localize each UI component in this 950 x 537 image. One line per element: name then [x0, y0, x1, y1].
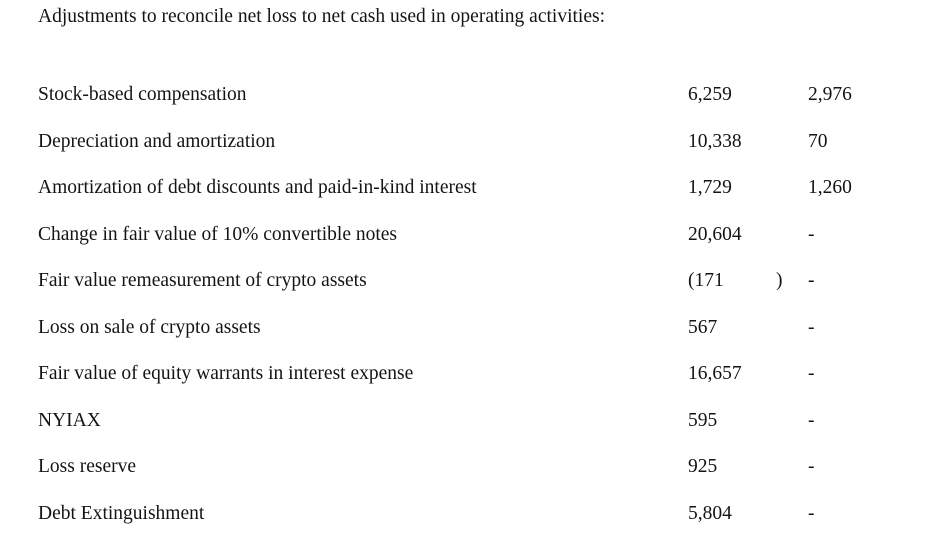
row-value-col1-text: 1,729 [688, 177, 732, 198]
row-label: Depreciation and amortization [38, 119, 688, 166]
row-value-col2: - [808, 444, 918, 491]
row-value-col2: 70 [808, 119, 918, 166]
row-value-col1 [688, 72, 808, 119]
row-value-col1-text: 10,338 [688, 131, 742, 152]
financial-table [38, 72, 918, 537]
row-value-col1 [688, 398, 808, 445]
financial-table-body [38, 72, 918, 537]
table-row [38, 305, 918, 352]
row-label: Fair value of equity warrants in interest expense [38, 351, 688, 398]
row-value-col1 [688, 212, 808, 259]
row-label: Loss reserve [38, 444, 688, 491]
row-value-col1 [688, 165, 808, 212]
row-value-col2: - [808, 258, 918, 305]
row-value-col1-paren: ) [776, 258, 783, 305]
row-value-col1-text: (171 [688, 270, 724, 291]
table-row [38, 444, 918, 491]
row-value-col1 [688, 444, 808, 491]
table-row [38, 119, 918, 166]
row-value-col1-text: 595 [688, 410, 717, 431]
row-value-col1 [688, 491, 808, 537]
row-value-col1 [688, 258, 808, 305]
row-value-col1-text: 925 [688, 456, 717, 477]
row-value-col2: - [808, 305, 918, 352]
row-value-col1 [688, 351, 808, 398]
table-row [38, 258, 918, 305]
row-value-col2: 1,260 [808, 165, 918, 212]
table-row [38, 212, 918, 259]
row-label: Stock-based compensation [38, 72, 688, 119]
row-value-col1-text: 16,657 [688, 363, 742, 384]
row-value-col1 [688, 305, 808, 352]
row-value-col2: 2,976 [808, 72, 918, 119]
row-value-col2: - [808, 398, 918, 445]
row-value-col1-text: 20,604 [688, 224, 742, 245]
row-label: Loss on sale of crypto assets [38, 305, 688, 352]
row-label: Debt Extinguishment [38, 491, 688, 537]
row-value-col1-text: 6,259 [688, 84, 732, 105]
section-intro-text: Adjustments to reconcile net loss to net cash used in operating activities: [38, 2, 608, 31]
table-row [38, 398, 918, 445]
row-value-col1-text: 5,804 [688, 503, 732, 524]
row-value-col1-text: 567 [688, 317, 717, 338]
row-label: Fair value remeasurement of crypto assets [38, 258, 688, 305]
row-value-col2: - [808, 212, 918, 259]
row-value-col2: - [808, 351, 918, 398]
row-value-col2: - [808, 491, 918, 537]
row-label: Change in fair value of 10% convertible notes [38, 212, 688, 259]
table-row [38, 491, 918, 537]
table-row [38, 351, 918, 398]
row-label: Amortization of debt discounts and paid-in-kind interest [38, 165, 688, 212]
table-row [38, 72, 918, 119]
row-value-col1 [688, 119, 808, 166]
row-label: NYIAX [38, 398, 688, 445]
table-row [38, 165, 918, 212]
